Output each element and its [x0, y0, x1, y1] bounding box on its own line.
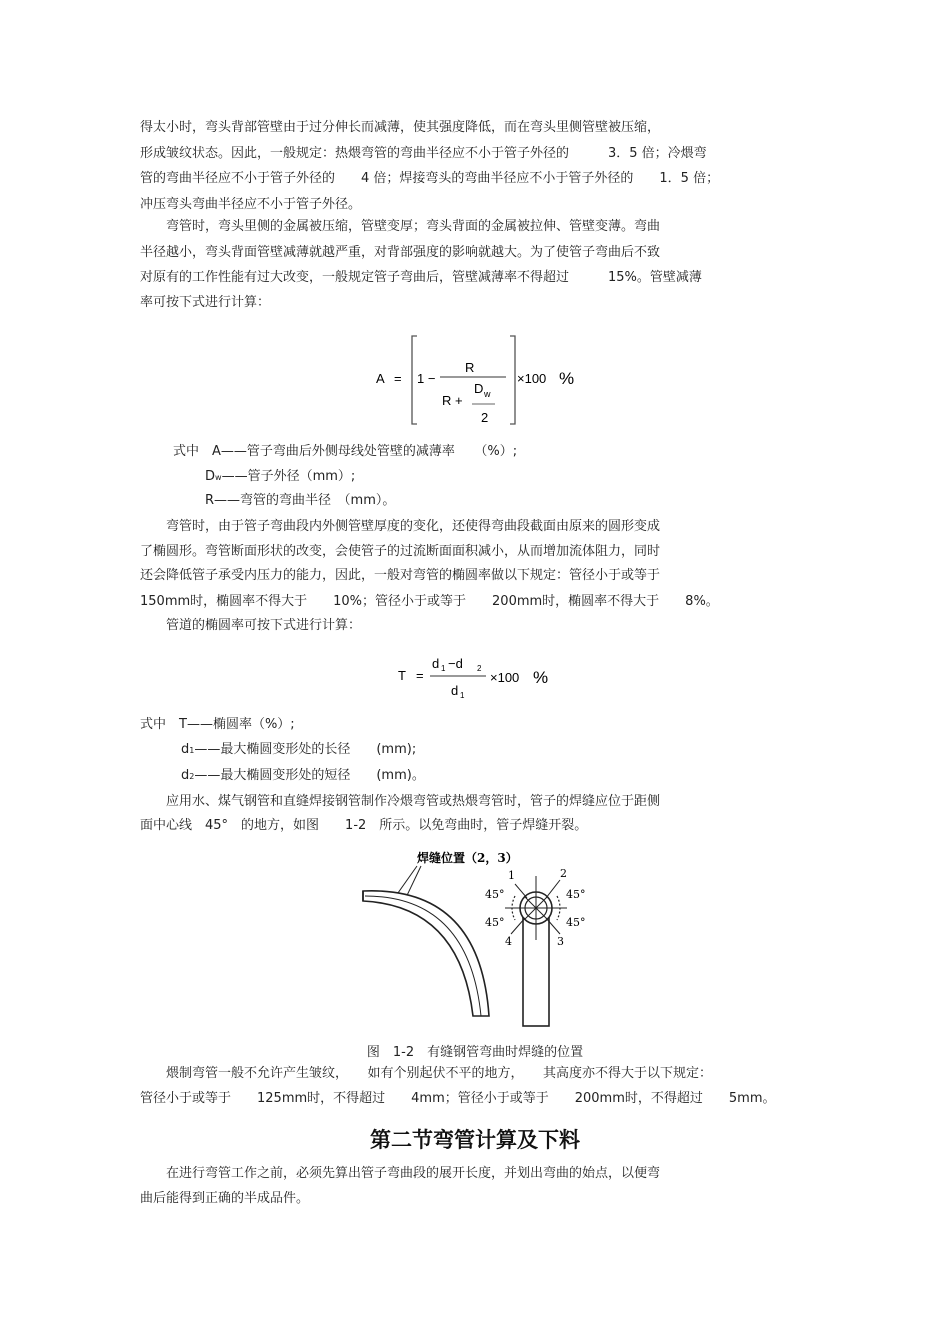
text-line: 150mm时，椭圆率不得大于 10%；管径小于或等于 200mm时，椭圆率不得大于 8%。 — [140, 594, 719, 609]
definition-line — [205, 468, 355, 487]
text-line: 率可按下式进行计算： — [140, 295, 271, 310]
definition-line: R——弯管的弯曲半径 （mm）。 — [205, 493, 396, 508]
symbol: D — [205, 469, 216, 484]
text-line: 应用水、煤气钢管和直缝焊接钢管制作冷煨弯管或热煨弯管时，管子的焊缝应位于距侧 — [140, 794, 661, 809]
position-4: 4 — [505, 935, 512, 948]
formula-times: ×100 — [490, 670, 520, 685]
text-line: 形成皱纹状态。因此，一般规定：热煨弯管的弯曲半径应不小于管子外径的 3．5 倍；冷煨弯 — [140, 146, 707, 161]
formula-num-sub2: 2 — [477, 664, 482, 673]
formula-lhs: T — [398, 668, 406, 683]
formula-num-minus: −d — [448, 656, 463, 671]
text-line: 管道的椭圆率可按下式进行计算： — [140, 618, 362, 633]
text-line: 还会降低管子承受内压力的能力，因此，一般对弯管的椭圆率做以下规定：管径小于或等于 — [140, 568, 661, 583]
formula-dw: D — [474, 381, 484, 396]
text-line: 得太小时，弯头背部管壁由于过分伸长而减薄，使其强度降低，而在弯头里侧管壁被压缩， — [140, 120, 661, 135]
formula-one-minus: 1 − — [417, 371, 436, 386]
position-2: 2 — [560, 867, 567, 880]
leader-1 — [515, 884, 527, 898]
text-line: 对原有的工作性能有过大改变，一般规定管子弯曲后，管壁减薄率不得超过 15%。管壁减薄 — [140, 270, 702, 285]
leader-2 — [546, 880, 560, 898]
definition-line — [181, 767, 425, 786]
symbol-sub: 2 — [189, 772, 195, 781]
section-heading: 第二节弯管计算及下料 — [370, 1127, 580, 1152]
definition-text: ——最大椭圆变形处的长径 (mm); — [194, 742, 417, 757]
formula-lhs: A — [376, 371, 385, 386]
right-bracket — [510, 336, 515, 424]
figure-caption: 图 1-2 有缝钢管弯曲时焊缝的位置 — [366, 1045, 584, 1060]
definition-text: ——最大椭圆变形处的短径 (mm)。 — [194, 768, 425, 783]
formula-dw-sub: w — [484, 389, 491, 399]
text-line: 弯管时，弯头里侧的金属被压缩，管壁变厚；弯头背面的金属被拉伸、管壁变薄。弯曲 — [140, 219, 661, 234]
text-line: 冲压弯头弯曲半径应不小于管子外径。 — [140, 197, 362, 212]
text-line: 煨制弯管一般不允许产生皱纹， 如有个别起伏不平的地方， 其高度亦不得大于以下规定： — [140, 1066, 713, 1081]
formula-den-r: R + — [442, 393, 463, 408]
formula-eq: = — [394, 371, 402, 386]
position-3: 3 — [557, 935, 564, 948]
symbol-sub: w — [215, 473, 222, 482]
definition-line — [181, 741, 416, 760]
formula-num-sub1: 1 — [441, 664, 446, 673]
text-line: 半径越小，弯头背面管壁减薄就越严重，对背部强度的影响就越大。为了使管子弯曲后不致 — [140, 245, 661, 260]
angle-label: 45° — [566, 916, 586, 929]
text-line: 在进行弯管工作之前，必须先算出管子弯曲段的展开长度，并划出弯曲的始点，以便弯 — [140, 1166, 661, 1181]
formula-den-d: d — [451, 683, 459, 698]
bent-pipe — [363, 891, 489, 1016]
formula-numerator: R — [465, 360, 475, 375]
definition-line: 式中 T——椭圆率（%）; — [140, 717, 295, 732]
formula-ovality — [390, 652, 570, 702]
formula-percent: % — [533, 668, 549, 687]
text-line: 面中心线 45° 的地方，如图 1-2 所示。以免弯曲时，管子焊缝开裂。 — [140, 818, 588, 833]
symbol-sub: 1 — [189, 746, 195, 755]
angle-label: 45° — [566, 888, 586, 901]
text-line: 弯管时，由于管子弯曲段内外侧管壁厚度的变化，还使得弯曲段截面由原来的圆形变成 — [140, 519, 661, 534]
angle-label: 45° — [485, 916, 505, 929]
formula-den-sub: 1 — [460, 691, 465, 700]
angle-label: 45° — [485, 888, 505, 901]
definition-text: ——管子外径（mm）; — [221, 469, 356, 484]
position-1: 1 — [508, 869, 515, 882]
formula-percent: % — [559, 369, 575, 388]
text-line: 了椭圆形。弯管断面形状的改变，会使管子的过流断面面积减小，从而增加流体阻力，同时 — [140, 544, 661, 559]
text-line: 管的弯曲半径应不小于管子外径的 4 倍；焊接弯头的弯曲半径应不小于管子外径的 1．5 倍； — [140, 171, 720, 186]
text-line: 曲后能得到正确的半成品件。 — [140, 1191, 310, 1206]
formula-thinning-rate — [360, 330, 620, 430]
formula-times: ×100 — [517, 371, 547, 386]
figure-weld-position — [355, 846, 595, 1031]
formula-two: 2 — [481, 410, 489, 425]
symbol: d — [181, 742, 190, 757]
figure-label: 焊缝位置（2，3） — [417, 851, 518, 865]
formula-eq: = — [416, 668, 424, 683]
symbol: d — [181, 768, 190, 783]
text-line: 管径小于或等于 125mm时，不得超过 4mm；管径小于或等于 200mm时，不得超过 5mm。 — [140, 1091, 776, 1106]
definition-line: 式中 A——管子弯曲后外侧母线处管壁的减薄率 （%）; — [173, 444, 518, 459]
formula-num-d1: d — [432, 656, 440, 671]
